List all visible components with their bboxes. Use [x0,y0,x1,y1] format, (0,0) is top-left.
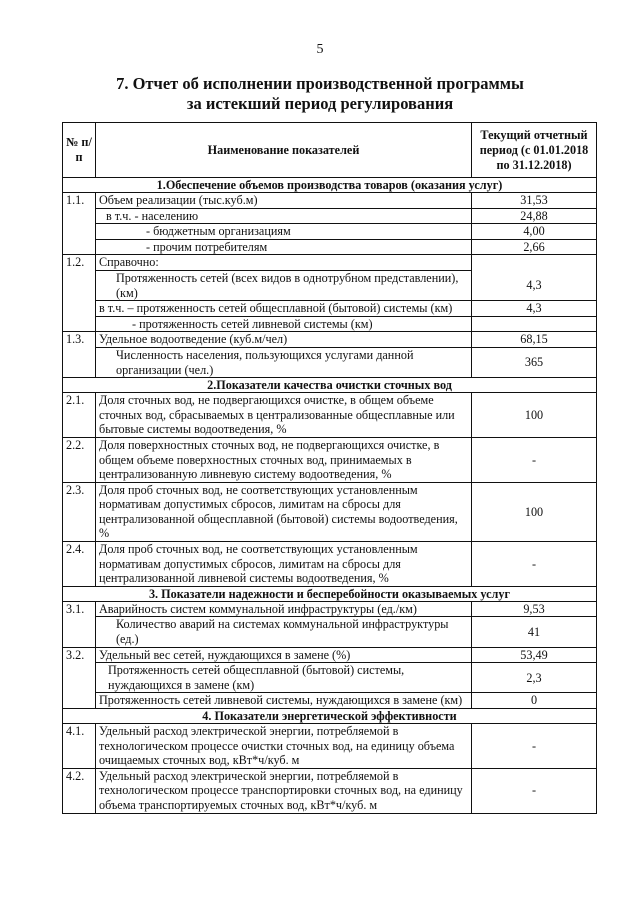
row-value: 0 [472,693,597,709]
row-number: 2.3. [63,482,96,541]
row-number: 4.1. [63,724,96,769]
row-label: Справочно: [96,255,472,271]
row-label: в т.ч. - населению [96,208,472,224]
row-label: Удельное водоотведение (куб.м/чел) [96,332,472,348]
table-row [63,332,597,348]
row-label: Удельный расход электрической энергии, потребляемой в технологическом процессе транспортировки сточных вод, на единицу объема транспортируемых сточных вод, кВт*ч/куб. м [96,768,472,813]
row-label: Доля проб сточных вод, не соответствующих установленным нормативам допустимых сбросов, лимитам на сбросы для централизованной ливневой системы водоотведения, % [96,542,472,587]
table-row [63,617,597,647]
row-label: Удельный расход электрической энергии, потребляемой в технологическом процессе очистки сточных вод, на единицу объема очищаемых сточных вод, кВт*ч/куб. м [96,724,472,769]
row-label: Протяженность сетей (всех видов в однотрубном представлении), (км) [96,270,472,300]
table-row [63,663,597,693]
row-value: - [472,437,597,482]
row-value: 4,3 [472,301,597,317]
row-label: в т.ч. – протяженность сетей общесплавной (бытовой) системы (км) [96,301,472,317]
row-value: 53,49 [472,647,597,663]
row-value: 2,3 [472,663,597,693]
row-value: 31,53 [472,193,597,209]
table-row [63,601,597,617]
row-value: 9,53 [472,601,597,617]
table-row [63,647,597,663]
header-period: Текущий отчетный период (с 01.01.2018 по 31.12.2018) [472,123,597,178]
table-row [63,393,597,438]
row-label: - прочим потребителям [96,239,472,255]
row-value: 100 [472,393,597,438]
row-label: - протяженность сетей ливневой системы (км) [96,316,472,332]
row-number: 4.2. [63,768,96,813]
row-label: Протяженность сетей общесплавной (бытовой) системы, нуждающихся в замене (км) [96,663,472,693]
table-row [63,270,597,300]
row-label: Объем реализации (тыс.куб.м) [96,193,472,209]
table-row [63,239,597,255]
row-label: Доля поверхностных сточных вод, не подвергающихся очистке, в общем объеме поверхностных сточных вод, принимаемых в централизованную ливневую систему водоотведения, % [96,437,472,482]
row-number: 2.4. [63,542,96,587]
row-value: - [472,768,597,813]
section-1-heading: 1.Обеспечение объемов производства товаров (оказания услуг) [63,178,597,193]
table-row [63,224,597,240]
header-num: № п/п [63,123,96,178]
table-row [63,693,597,709]
table-row [63,724,597,769]
row-label: Количество аварий на системах коммунальной инфраструктуры (ед.) [96,617,472,647]
table-row [63,316,597,332]
table-row [63,347,597,377]
row-number: 2.2. [63,437,96,482]
row-value: 365 [472,347,597,377]
row-value [472,316,597,332]
row-label: Численность населения, пользующихся услугами данной организации (чел.) [96,347,472,377]
header-name: Наименование показателей [96,123,472,178]
title-line-2: за истекший период регулирования [186,94,454,113]
row-label: - бюджетным организациям [96,224,472,240]
row-value: 68,15 [472,332,597,348]
table-row [63,542,597,587]
row-value: 41 [472,617,597,647]
table-row [63,208,597,224]
row-value: 2,66 [472,239,597,255]
table-row [63,193,597,209]
page-title [0,74,640,114]
row-value: - [472,542,597,587]
report-table [62,122,597,814]
row-number: 3.2. [63,647,96,663]
title-line-1: 7. Отчет об исполнении производственной программы [116,74,524,93]
row-number: 1.3. [63,332,96,348]
table-row [63,482,597,541]
section-2-heading: 2.Показатели качества очистки сточных вод [63,378,597,393]
row-label: Протяженность сетей ливневой системы, нуждающихся в замене (км) [96,693,472,709]
row-value: 100 [472,482,597,541]
row-label: Аварийность систем коммунальной инфраструктуры (ед./км) [96,601,472,617]
row-label: Доля сточных вод, не подвергающихся очистке, в общем объеме сточных вод, сбрасываемых в централизованные общесплавные или бытовые системы водоотведения, % [96,393,472,438]
table-row [63,768,597,813]
table-row [63,301,597,317]
row-number: 1.1. [63,193,96,209]
row-value: 4,3 [472,270,597,300]
table-header [63,123,597,178]
row-label: Доля проб сточных вод, не соответствующих установленным нормативам допустимых сбросов, лимитам на сбросы для централизованной общесплавной (бытовой) системы водоотведения, % [96,482,472,541]
table-row [63,255,597,271]
row-value: - [472,724,597,769]
table-row [63,437,597,482]
page-number: 5 [316,42,324,57]
row-number: 1.2. [63,255,96,271]
row-value: 24,88 [472,208,597,224]
row-label: Удельный вес сетей, нуждающихся в замене (%) [96,647,472,663]
row-number: 2.1. [63,393,96,438]
row-value: 4,00 [472,224,597,240]
section-3-heading: 3. Показатели надежности и бесперебойности оказываемых услуг [63,586,597,601]
row-number: 3.1. [63,601,96,617]
section-4-heading: 4. Показатели энергетической эффективности [63,709,597,724]
